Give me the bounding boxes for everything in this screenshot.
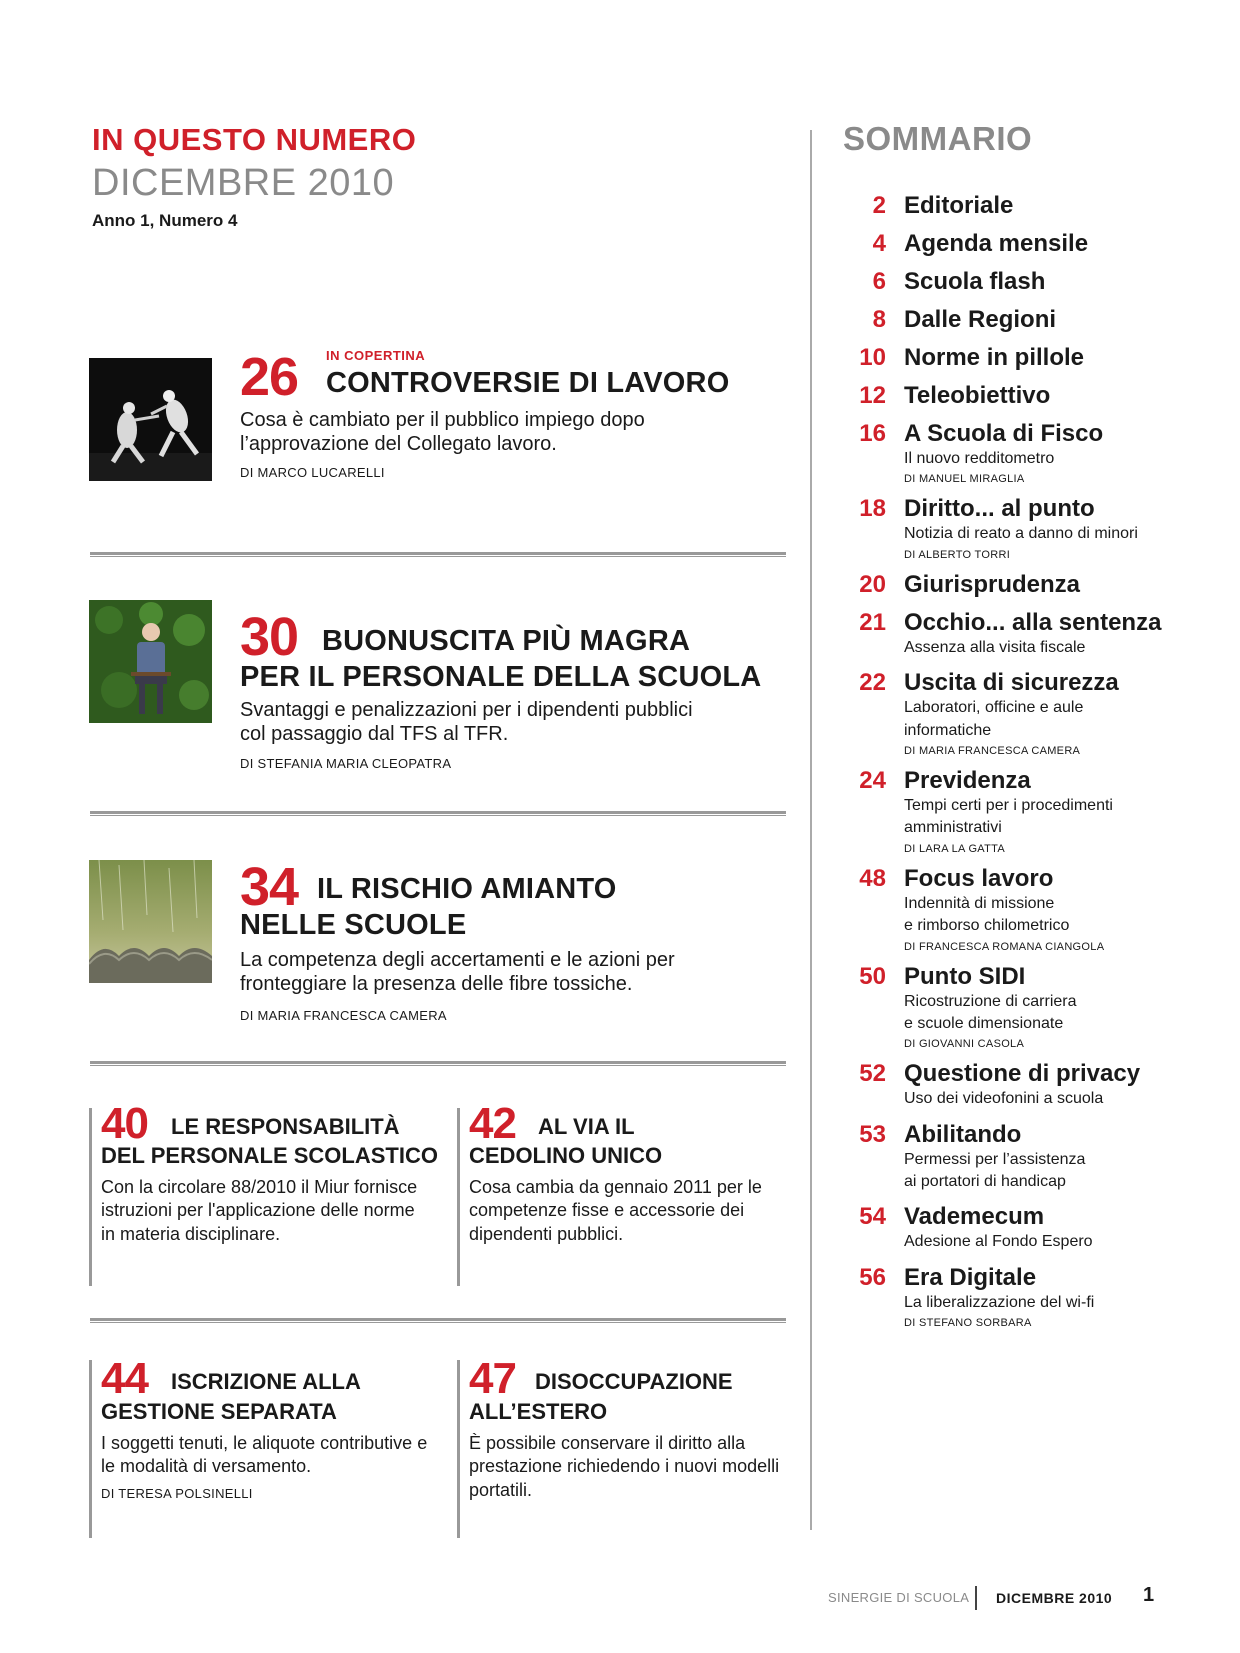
sommario-item[interactable] xyxy=(840,344,1170,372)
sommario-item-author: DI LARA LA GATTA xyxy=(904,842,1005,855)
sommario-item[interactable] xyxy=(840,306,1170,334)
sommario-page-number: 24 xyxy=(859,766,886,794)
page-number: 1 xyxy=(1143,1584,1155,1606)
feature-title-continued[interactable]: NELLE SCUOLE xyxy=(240,909,467,941)
column-rule xyxy=(89,1108,92,1286)
feature-title[interactable]: IL RISCHIO AMIANTO xyxy=(317,873,617,905)
column-rule xyxy=(89,1360,92,1538)
sommario-page-number: 4 xyxy=(872,230,886,257)
sommario-item-title[interactable]: A Scuola di Fisco xyxy=(904,420,1104,447)
sommario-item-title[interactable]: Agenda mensile xyxy=(904,230,1089,257)
sommario-item-author: DI MARIA FRANCESCA CAMERA xyxy=(904,744,1081,757)
sommario-item[interactable] xyxy=(840,963,1170,1051)
sommario-page-number: 18 xyxy=(859,495,886,523)
sommario-page-number: 52 xyxy=(859,1060,886,1088)
feature-description: Svantaggi e penalizzazioni per i dipendenti pubblici col passaggio dal TFS al TFR. xyxy=(240,699,693,745)
sommario-page-number: 10 xyxy=(859,344,886,371)
sommario-item[interactable] xyxy=(840,1060,1170,1110)
section-divider xyxy=(90,811,786,816)
sommario-page-number: 21 xyxy=(859,608,886,636)
footer-date: DICEMBRE 2010 xyxy=(996,1590,1113,1606)
sommario-item-title[interactable]: Questione di privacy xyxy=(904,1060,1141,1088)
sommario-item-subtitle: Assenza alla visita fiscale xyxy=(904,638,1086,656)
sommario-item[interactable] xyxy=(840,268,1170,296)
feature-kicker: IN COPERTINA xyxy=(326,348,426,363)
sommario-item-subtitle: Ricostruzione di carriera e scuole dimensionate xyxy=(904,992,1077,1032)
article-title[interactable]: DISOCCUPAZIONE xyxy=(535,1369,733,1394)
sommario-title: SOMMARIO xyxy=(843,120,1033,157)
section-divider xyxy=(90,1318,786,1323)
article-page-number: 40 xyxy=(101,1099,148,1148)
sommario-item[interactable] xyxy=(840,1203,1170,1253)
sommario-page-number: 8 xyxy=(872,306,886,333)
sommario-item-subtitle: Adesione al Fondo Espero xyxy=(904,1233,1093,1251)
sommario-page-number: 50 xyxy=(859,962,886,990)
sommario-item-subtitle: La liberalizzazione del wi-fi xyxy=(904,1293,1095,1311)
sommario-item-subtitle: Laboratori, officine e aule informatiche xyxy=(904,699,1084,739)
sommario-item-title[interactable]: Giurisprudenza xyxy=(904,570,1081,598)
sommario-item-title[interactable]: Occhio... alla sentenza xyxy=(904,608,1162,636)
sommario-item-author: DI MANUEL MIRAGLIA xyxy=(904,473,1025,486)
section-divider xyxy=(90,552,786,557)
article-description: I soggetti tenuti, le aliquote contributive e le modalità di versamento. xyxy=(101,1433,428,1477)
sommario-item-title[interactable]: Diritto... al punto xyxy=(904,495,1095,523)
sommario-item-title[interactable]: Scuola flash xyxy=(904,268,1046,295)
sommario-item-title[interactable]: Punto SIDI xyxy=(904,962,1026,990)
article-author: DI TERESA POLSINELLI xyxy=(101,1486,253,1501)
sommario-page-number: 48 xyxy=(859,864,886,892)
sommario-item-title[interactable]: Editoriale xyxy=(904,192,1014,219)
sommario-item[interactable] xyxy=(840,1121,1170,1194)
sommario-item-subtitle: Notizia di reato a danno di minori xyxy=(904,525,1138,543)
column-divider xyxy=(810,130,812,1530)
sommario-item[interactable] xyxy=(840,495,1170,560)
feature-author: DI MARIA FRANCESCA CAMERA xyxy=(240,1008,447,1023)
sommario-item-title[interactable]: Norme in pillole xyxy=(904,344,1085,371)
sommario-item-subtitle: Indennità di missione e rimborso chilometrico xyxy=(904,894,1070,935)
article-page-number: 42 xyxy=(469,1099,516,1148)
article-title[interactable]: LE RESPONSABILITÀ xyxy=(171,1114,400,1139)
sommario-item-title[interactable]: Uscita di sicurezza xyxy=(904,669,1119,697)
feature-author: DI STEFANIA MARIA CLEOPATRA xyxy=(240,756,452,771)
footer-divider xyxy=(975,1586,977,1610)
sommario-page-number: 12 xyxy=(859,382,886,409)
feature-description: Cosa è cambiato per il pubblico impiego dopo l’approvazione del Collegato lavoro. xyxy=(240,409,645,455)
article-description: Con la circolare 88/2010 il Miur fornisce istruzioni per l'applicazione delle norme in materia disciplinare. xyxy=(101,1177,418,1244)
sommario-item-author: DI FRANCESCA ROMANA CIANGOLA xyxy=(904,940,1105,953)
article-title-continued[interactable]: DEL PERSONALE SCOLASTICO xyxy=(101,1143,438,1168)
sommario-item-subtitle: Il nuovo redditometro xyxy=(904,450,1055,467)
sommario-item-subtitle: Uso dei videofonini a scuola xyxy=(904,1090,1104,1108)
article-description: Cosa cambia da gennaio 2011 per le competenze fisse e accessorie dei dipendenti pubblici. xyxy=(469,1177,762,1244)
feature-title-continued[interactable]: PER IL PERSONALE DELLA SCUOLA xyxy=(240,661,762,693)
sommario-page-number: 6 xyxy=(872,268,886,295)
sommario-page-number: 20 xyxy=(859,570,886,598)
man-on-chair-photo[interactable] xyxy=(89,600,212,723)
sommario-page-number: 56 xyxy=(859,1263,886,1291)
fencers-photo[interactable] xyxy=(89,358,212,481)
sommario-item[interactable] xyxy=(840,767,1170,855)
sommario-item-author: DI ALBERTO TORRI xyxy=(904,548,1011,561)
sommario-item[interactable] xyxy=(840,1264,1170,1329)
sommario-item-subtitle: Permessi per l’assistenza ai portatori di handicap xyxy=(904,1150,1086,1191)
column-rule xyxy=(457,1108,460,1286)
sommario-page-number: 53 xyxy=(859,1120,886,1148)
feature-title[interactable]: CONTROVERSIE DI LAVORO xyxy=(326,367,730,399)
sommario-item-author: DI STEFANO SORBARA xyxy=(904,1317,1032,1330)
sommario-page-number: 22 xyxy=(859,669,886,697)
roof-rain-photo[interactable] xyxy=(89,860,212,983)
article-page-number: 44 xyxy=(101,1354,148,1403)
article-title-continued[interactable]: GESTIONE SEPARATA xyxy=(101,1399,337,1424)
article-page-number: 47 xyxy=(469,1354,516,1403)
article-title-continued[interactable]: ALL’ESTERO xyxy=(469,1399,608,1424)
sommario-page-number: 2 xyxy=(872,192,886,219)
sommario-item[interactable] xyxy=(840,382,1170,410)
feature-page-number: 30 xyxy=(240,607,299,667)
sommario-item[interactable] xyxy=(840,609,1170,659)
feature-author: DI MARCO LUCARELLI xyxy=(240,465,385,480)
article-title-continued[interactable]: CEDOLINO UNICO xyxy=(469,1143,663,1168)
article-title[interactable]: ISCRIZIONE ALLA xyxy=(171,1369,361,1394)
sommario-item-subtitle: Tempi certi per i procedimenti amministrativi xyxy=(904,796,1113,837)
feature-page-number: 34 xyxy=(240,857,299,917)
sommario-item-title[interactable]: Era Digitale xyxy=(904,1263,1037,1291)
section-label: IN QUESTO NUMERO xyxy=(92,122,417,157)
column-rule xyxy=(457,1360,460,1538)
article-title[interactable]: AL VIA IL xyxy=(538,1114,635,1139)
issue-date: DICEMBRE 2010 xyxy=(92,162,395,204)
feature-page-number: 26 xyxy=(240,347,299,407)
section-divider xyxy=(90,1061,786,1066)
sommario-item-author: DI GIOVANNI CASOLA xyxy=(904,1038,1025,1051)
sommario-item-title[interactable]: Focus lavoro xyxy=(904,864,1054,892)
sommario-item-title[interactable]: Vademecum xyxy=(904,1203,1045,1231)
feature-description: La competenza degli accertamenti e le azioni per fronteggiare la presenza delle fibre tossiche. xyxy=(240,949,675,995)
sommario-item-title[interactable]: Teleobiettivo xyxy=(904,382,1051,409)
sommario-list xyxy=(840,192,1170,1339)
sommario-item[interactable] xyxy=(840,571,1170,599)
sommario-item[interactable] xyxy=(840,669,1170,757)
sommario-item[interactable] xyxy=(840,865,1170,953)
sommario-item[interactable] xyxy=(840,420,1170,485)
sommario-item-title[interactable]: Previdenza xyxy=(904,766,1031,794)
feature-title[interactable]: BUONUSCITA PIÙ MAGRA xyxy=(322,625,691,657)
article-description: È possibile conservare il diritto alla prestazione richiedendo i nuovi modelli portatili. xyxy=(469,1433,780,1500)
sommario-item[interactable] xyxy=(840,230,1170,258)
magazine-name: SINERGIE DI SCUOLA xyxy=(828,1590,970,1605)
issue-info: Anno 1, Numero 4 xyxy=(92,211,238,230)
sommario-item-title[interactable]: Dalle Regioni xyxy=(904,306,1057,333)
sommario-page-number: 16 xyxy=(859,420,886,447)
sommario-item-title[interactable]: Abilitando xyxy=(904,1120,1022,1148)
sommario-item[interactable] xyxy=(840,192,1170,220)
sommario-page-number: 54 xyxy=(859,1203,886,1231)
